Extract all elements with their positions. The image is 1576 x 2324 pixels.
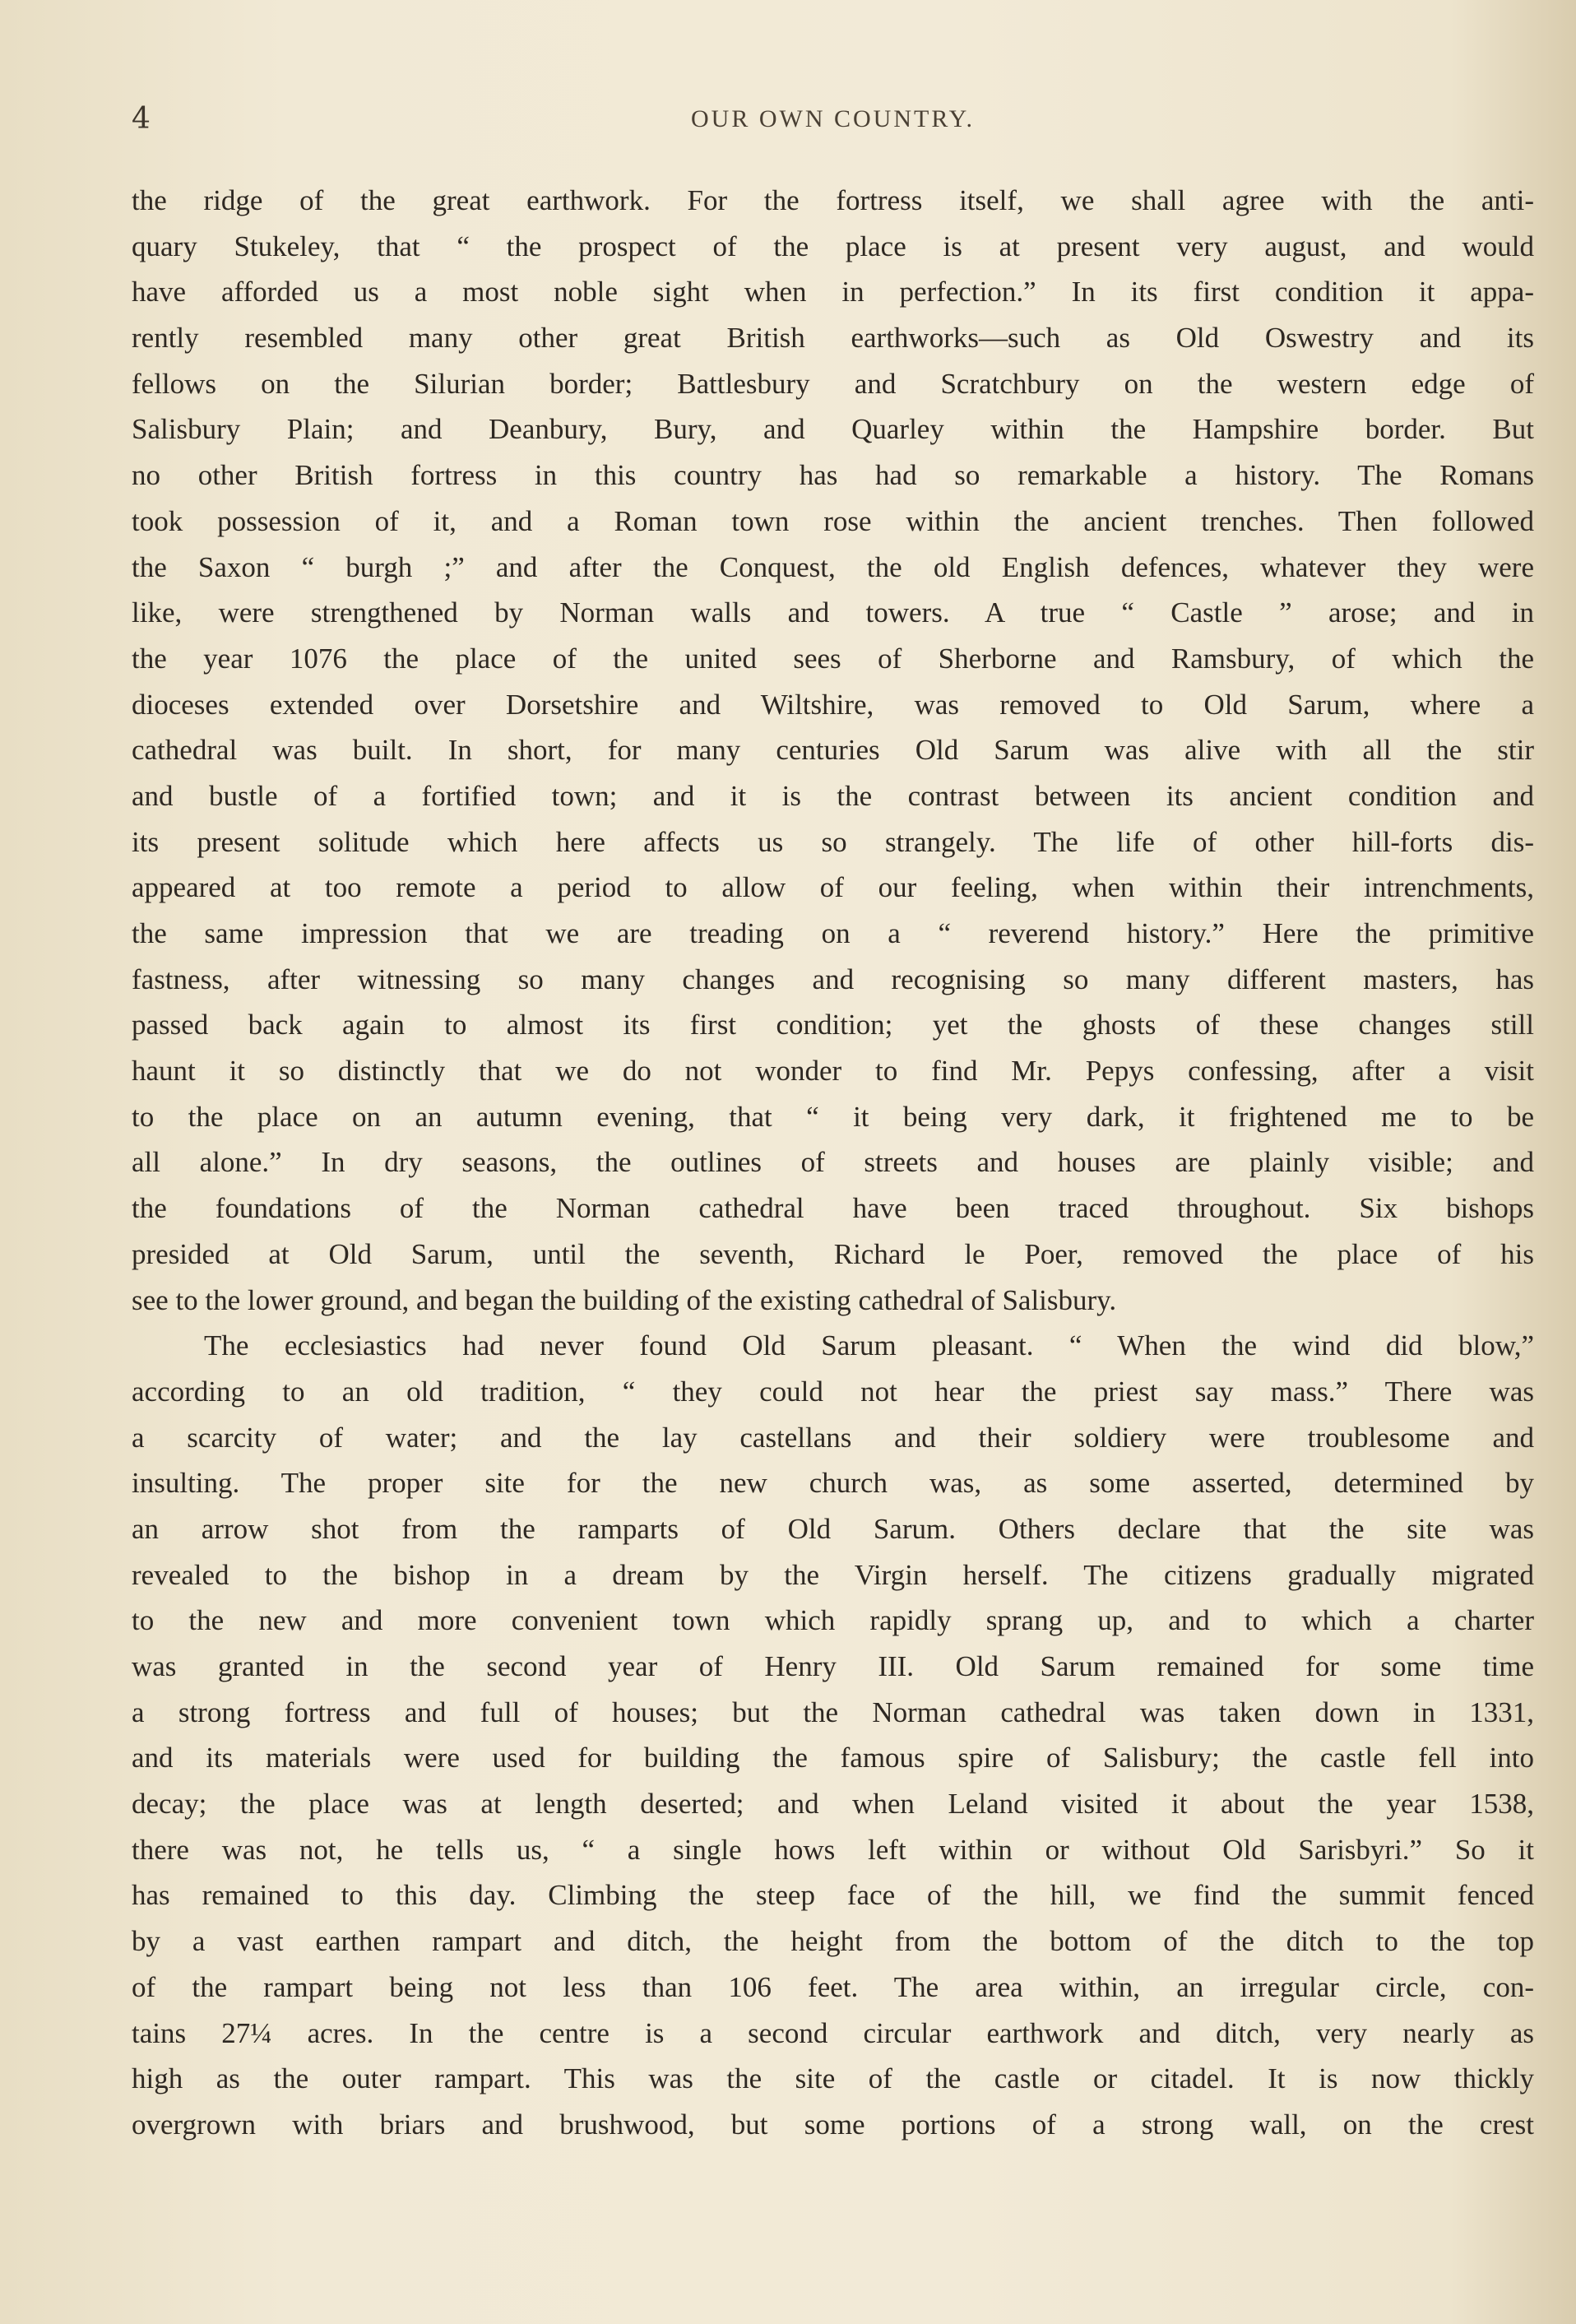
text-line: took possession of it, and a Roman town rose within the ancient trenches. Then followed [132, 504, 1534, 537]
text-line: high as the outer rampart. This was the site of the castle or citadel. It is now thickly [132, 2062, 1534, 2095]
text-line: by a vast earthen rampart and ditch, the height from the bottom of the ditch to the top [132, 1925, 1534, 1958]
text-line: a strong fortress and full of houses; but the Norman cathedral was taken down in 1331, [132, 1695, 1534, 1728]
body-text [132, 178, 1534, 2148]
text-line: appeared at too remote a period to allow of our feeling, when within their intrenchments, [132, 871, 1534, 904]
text-line: of the rampart being not less than 106 feet. The area within, an irregular circle, con- [132, 1970, 1534, 2003]
text-line: quary Stukeley, that “ the prospect of the place is at present very august, and would [132, 230, 1534, 262]
text-line: passed back again to almost its first condition; yet the ghosts of these changes still [132, 1009, 1534, 1041]
text-line: according to an old tradition, “ they could not hear the priest say mass.” There was [132, 1375, 1534, 1408]
text-line: presided at Old Sarum, until the seventh, Richard le Poer, removed the place of his [132, 1237, 1534, 1270]
running-head: OUR OWN COUNTRY. [691, 105, 975, 132]
text-line: fellows on the Silurian border; Battlesbury and Scratchbury on the western edge of [132, 367, 1534, 400]
text-line: like, were strengthened by Norman walls and towers. A true “ Castle ” arose; and in [132, 596, 1534, 629]
paragraph [132, 178, 1534, 1323]
text-line: overgrown with briars and brushwood, but some portions of a strong wall, on the crest [132, 2108, 1534, 2141]
text-line: no other British fortress in this country has had so remarkable a history. The Romans [132, 459, 1534, 492]
text-line: the ridge of the great earthwork. For the fortress itself, we shall agree with the anti- [132, 184, 1534, 216]
text-line: decay; the place was at length deserted; and when Leland visited it about the year 1538, [132, 1788, 1534, 1821]
text-line: revealed to the bishop in a dream by the Virgin herself. The citizens gradually migrated [132, 1558, 1534, 1591]
text-line: the same impression that we are treading on a “ reverend history.” Here the primitive [132, 917, 1534, 949]
text-line: the foundations of the Norman cathedral have been traced throughout. Six bishops [132, 1192, 1534, 1225]
page-header [132, 97, 1534, 146]
text-line: the year 1076 the place of the united sees of Sherborne and Ramsbury, of which the [132, 642, 1534, 675]
text-line: and its materials were used for building the famous spire of Salisbury; the castle fell into [132, 1742, 1534, 1774]
text-line: have afforded us a most noble sight when in perfection.” In its first condition it appa- [132, 276, 1534, 308]
text-line: all alone.” In dry seasons, the outlines of streets and houses are plainly visible; and [132, 1146, 1534, 1179]
text-line: insulting. The proper site for the new church was, as some asserted, determined by [132, 1467, 1534, 1500]
text-line: tains 27¼ acres. In the centre is a second circular earthwork and ditch, very nearly as [132, 2016, 1534, 2049]
text-line: an arrow shot from the ramparts of Old Sarum. Others declare that the site was [132, 1512, 1534, 1545]
text-line: cathedral was built. In short, for many centuries Old Sarum was alive with all the stir [132, 734, 1534, 767]
text-line: Salisbury Plain; and Deanbury, Bury, and Quarley within the Hampshire border. But [132, 413, 1534, 446]
text-line: see to the lower ground, and began the building of the existing cathedral of Salisbury. [132, 1283, 1117, 1316]
text-line: to the place on an autumn evening, that “ it being very dark, it frightened me to be [132, 1100, 1534, 1133]
text-line: rently resembled many other great British earthworks—such as Old Oswestry and its [132, 322, 1534, 355]
text-line: the Saxon “ burgh ;” and after the Conquest, the old English defences, whatever they were [132, 550, 1534, 583]
text-line: fastness, after witnessing so many changes and recognising so many different masters, has [132, 963, 1534, 995]
text-line: and bustle of a fortified town; and it is the contrast between its ancient condition and [132, 779, 1534, 812]
page-number: 4 [132, 102, 151, 136]
text-line: The ecclesiastics had never found Old Sarum pleasant. “ When the wind did blow,” [204, 1329, 1534, 1362]
text-line: dioceses extended over Dorsetshire and Wiltshire, was removed to Old Sarum, where a [132, 688, 1534, 721]
text-line: was granted in the second year of Henry III. Old Sarum remained for some time [132, 1650, 1534, 1682]
text-line: its present solitude which here affects us so strangely. The life of other hill-forts dis- [132, 825, 1534, 858]
text-line: haunt it so distinctly that we do not wonder to find Mr. Pepys confessing, after a visit [132, 1055, 1534, 1088]
text-line: has remained to this day. Climbing the steep face of the hill, we find the summit fenced [132, 1879, 1534, 1912]
text-line: a scarcity of water; and the lay castellans and their soldiery were troublesome and [132, 1421, 1534, 1454]
paragraph [132, 1323, 1534, 2147]
text-line: there was not, he tells us, “ a single hows left within or without Old Sarisbyri.” So it [132, 1833, 1534, 1866]
text-line: to the new and more convenient town which rapidly sprang up, and to which a charter [132, 1604, 1534, 1637]
